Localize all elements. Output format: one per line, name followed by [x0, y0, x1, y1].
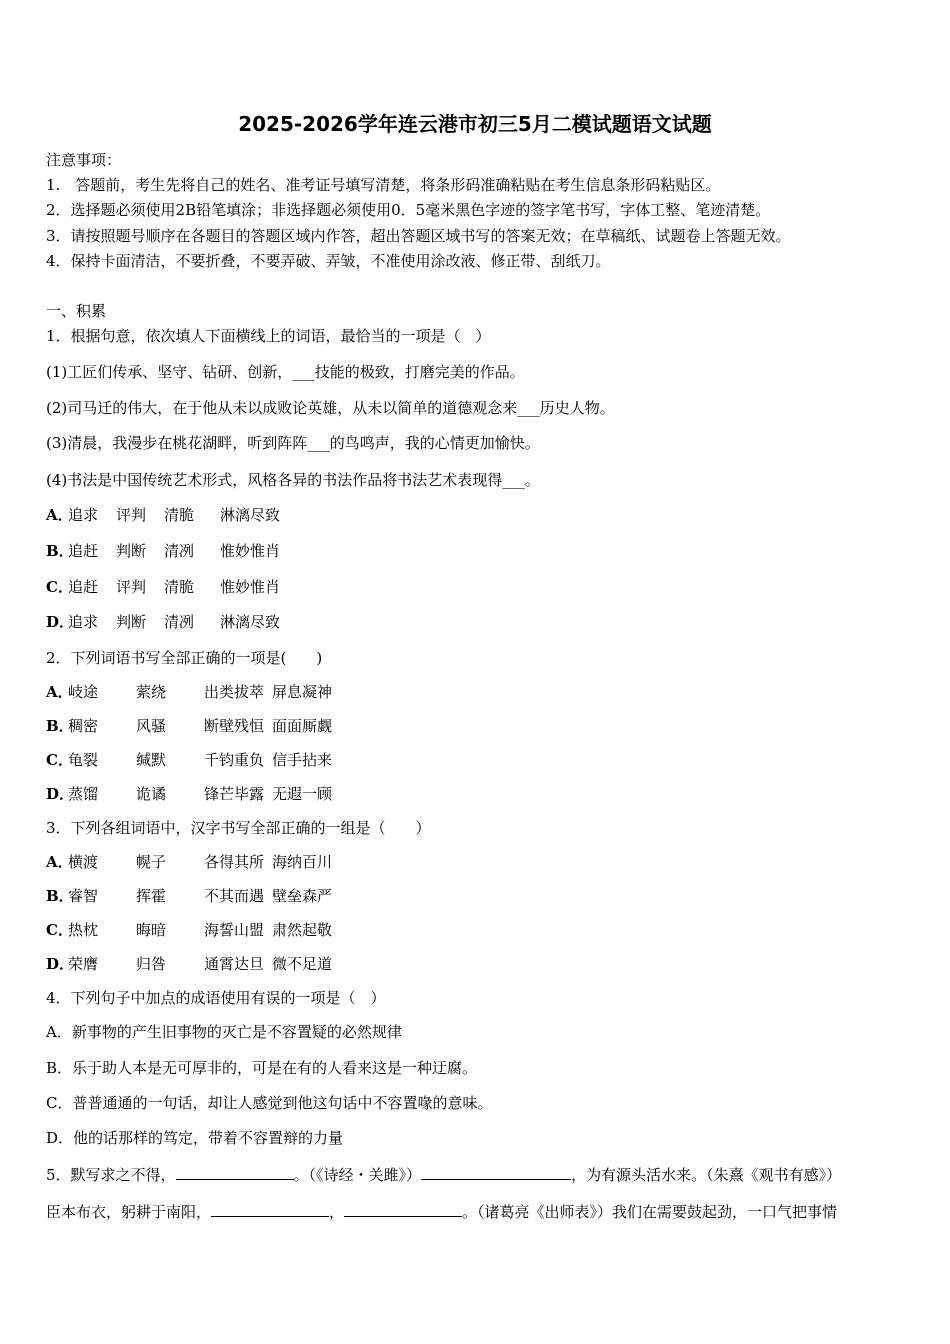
question-4-stem: 4．下列句子中加点的成语使用有误的一项是（ ）	[46, 989, 386, 1007]
option-letter: C．	[46, 578, 73, 596]
option-word: 幌子	[136, 853, 167, 871]
option-word: 淋漓尽致	[220, 506, 281, 524]
option-word: 判断	[116, 613, 147, 631]
option-letter: B．	[46, 542, 74, 560]
option-word: 追赶	[68, 578, 99, 596]
option-word: 归咎	[136, 955, 167, 973]
question-5-line-2	[46, 1201, 837, 1222]
option-word: 淋漓尽致	[220, 613, 281, 631]
notice-item: 4．保持卡面清洁，不要折叠，不要弄破、弄皱，不准使用涂改液、修正带、刮纸刀。	[46, 252, 611, 270]
option-letter: A．	[46, 683, 73, 701]
answer-blank[interactable]	[176, 1164, 294, 1180]
option-word: 龟裂	[68, 751, 99, 769]
option-word: 追求	[68, 613, 99, 631]
q3-option	[46, 886, 336, 906]
option-word: 挥霍	[136, 887, 167, 905]
option-letter: D．	[46, 785, 75, 803]
option-letter: A．	[46, 853, 73, 871]
q1-option	[46, 612, 284, 632]
notice-item: 3．请按照题号顺序在各题目的答题区域内作答，超出答题区域书写的答案无效；在草稿纸、试题卷上答题无效。	[46, 227, 791, 245]
answer-blank[interactable]	[344, 1201, 462, 1217]
option-word: 清脆	[164, 506, 195, 524]
option-word: 评判	[116, 506, 147, 524]
option-letter: A．	[46, 506, 73, 524]
option-word: 微不足道	[272, 955, 333, 973]
option-word: 面面厮觑	[272, 717, 333, 735]
option-word: 惟妙惟肖	[220, 542, 281, 560]
page-title: 2025-2026学年连云港市初三5月二模试题语文试题	[238, 112, 712, 136]
option-word: 出类拔萃	[204, 683, 265, 701]
question-5-line	[46, 1164, 841, 1185]
option-word: 无遐一顾	[272, 785, 333, 803]
q1-sentence: (1)工匠们传承、坚守、钻研、创新，___技能的极致，打磨完美的作品。	[46, 363, 525, 381]
option-letter: C．	[46, 751, 73, 769]
option-word: 追求	[68, 506, 99, 524]
q1-sentence: (2)司马迁的伟大，在于他从未以成败论英雄，从未以简单的道德观念来___历史人物。	[46, 399, 615, 417]
q2-option	[46, 716, 336, 736]
q5-text: ，为有源头活水来。（朱熹《观书有感》）	[571, 1166, 842, 1184]
option-word: 横渡	[68, 853, 99, 871]
question-3-stem: 3．下列各组词语中，汉字书写全部正确的一组是（ ）	[46, 819, 431, 837]
q4-option: D．他的话那样的笃定，带着不容置辩的力量	[46, 1129, 344, 1147]
option-word: 岐途	[68, 683, 99, 701]
option-word: 肃然起敬	[272, 921, 333, 939]
answer-blank[interactable]	[211, 1201, 329, 1217]
q3-option	[46, 920, 336, 940]
q1-option	[46, 505, 284, 525]
option-letter: B．	[46, 887, 74, 905]
option-word: 海纳百川	[272, 853, 333, 871]
option-word: 判断	[116, 542, 147, 560]
q2-option	[46, 682, 336, 702]
option-letter: D．	[46, 613, 75, 631]
q1-option	[46, 541, 284, 561]
q4-option: C．普普通通的一句话，却让人感觉到他这句话中不容置喙的意味。	[46, 1094, 493, 1112]
q5-text: 5．默写求之不得，	[46, 1166, 176, 1184]
option-word: 风骚	[136, 717, 167, 735]
notice-heading: 注意事项：	[46, 151, 122, 169]
option-word: 诡谲	[136, 785, 167, 803]
option-word: 通霄达旦	[204, 955, 265, 973]
option-word: 缄默	[136, 751, 167, 769]
option-word: 晦暗	[136, 921, 167, 939]
option-word: 热枕	[68, 921, 99, 939]
q5-text: 。（诸葛亮《出师表》）我们在需要鼓起劲，一口气把事情	[462, 1203, 838, 1221]
option-word: 各得其所	[204, 853, 265, 871]
option-word: 追赶	[68, 542, 99, 560]
q1-sentence: (3)清晨，我漫步在桃花湖畔，听到阵阵___的鸟鸣声，我的心情更加愉快。	[46, 434, 540, 452]
option-word: 评判	[116, 578, 147, 596]
option-word: 不其而遇	[204, 887, 265, 905]
q4-option: A．新事物的产生旧事物的灭亡是不容置疑的必然规律	[46, 1023, 402, 1041]
option-word: 睿智	[68, 887, 99, 905]
option-word: 锋芒毕露	[204, 785, 265, 803]
notice-item: 1. 答题前，考生先将自己的姓名、准考证号填写清楚，将条形码准确粘贴在考生信息条形码粘贴区。	[46, 176, 721, 194]
option-word: 信手拈来	[272, 751, 333, 769]
q5-text: ，	[329, 1203, 345, 1221]
option-word: 清冽	[164, 542, 195, 560]
q1-option	[46, 577, 284, 597]
option-word: 清冽	[164, 613, 195, 631]
option-word: 稠密	[68, 717, 99, 735]
option-letter: D．	[46, 955, 75, 973]
option-word: 惟妙惟肖	[220, 578, 281, 596]
option-letter: C．	[46, 921, 73, 939]
option-word: 海誓山盟	[204, 921, 265, 939]
option-word: 屏息凝神	[272, 683, 333, 701]
option-word: 蒸馏	[68, 785, 99, 803]
notice-item: 2．选择题必须使用2B铅笔填涂；非选择题必须使用0．5毫米黑色字迹的签字笔书写，字体工整、笔迹清楚。	[46, 201, 771, 219]
q5-text: 臣本布衣，躬耕于南阳，	[46, 1203, 212, 1221]
q3-option	[46, 852, 336, 872]
option-letter: B．	[46, 717, 74, 735]
option-word: 断壁残恒	[204, 717, 265, 735]
q5-text: 。（《诗经・关雎》）	[293, 1166, 422, 1184]
option-word: 萦绕	[136, 683, 167, 701]
question-2-stem: 2．下列词语书写全部正确的一项是( )	[46, 649, 323, 667]
answer-blank[interactable]	[421, 1164, 571, 1180]
option-word: 荣膺	[68, 955, 99, 973]
q4-option: B．乐于助人本是无可厚非的，可是在有的人看来这是一种迂腐。	[46, 1059, 478, 1077]
question-1-stem: 1．根据句意，依次填人下面横线上的词语，最恰当的一项是（ ）	[46, 327, 491, 345]
option-word: 千钧重负	[204, 751, 265, 769]
q3-option	[46, 954, 336, 974]
option-word: 清脆	[164, 578, 195, 596]
q1-sentence: (4)书法是中国传统艺术形式，风格各异的书法作品将书法艺术表现得___。	[46, 471, 540, 489]
q2-option	[46, 750, 336, 770]
q2-option	[46, 784, 336, 804]
section-heading: 一、积累	[46, 302, 107, 320]
option-word: 壁垒森严	[272, 887, 333, 905]
